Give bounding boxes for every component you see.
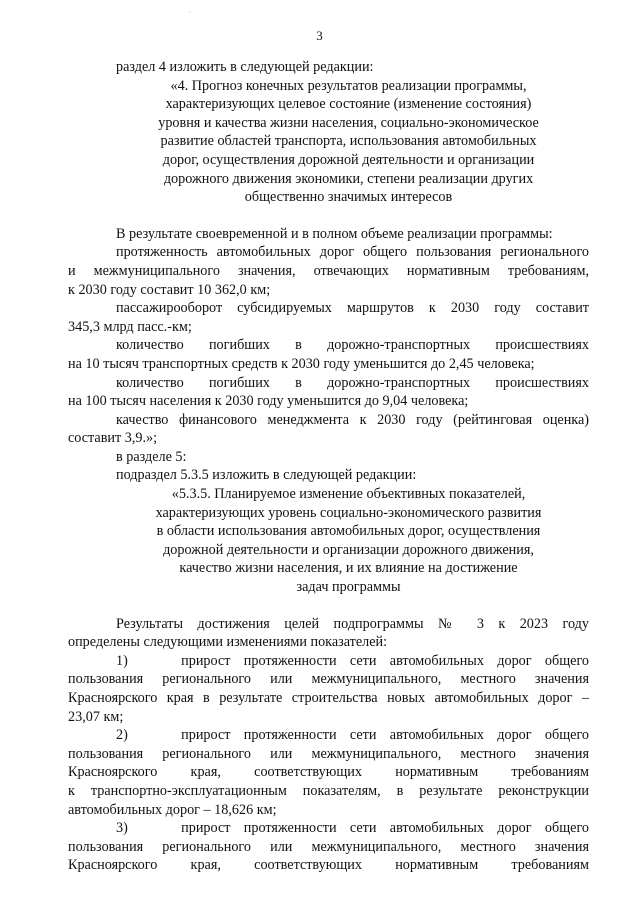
paragraph-deaths-vehicles — [68, 336, 589, 373]
subsection-heading — [68, 485, 589, 597]
text-line: и межмуниципального значения, отвечающих нормативным требованиям, — [68, 262, 589, 279]
text-line: пользования регионального или межмуниципального, местного значения — [68, 671, 589, 688]
text-line — [68, 819, 589, 838]
text-line: на 100 тысяч населения к 2030 году уменьшится до 9,04 человека; — [68, 393, 469, 410]
heading-line: в области использования автомобильных дорог, осуществления — [156, 523, 541, 540]
paragraph-passengers — [68, 299, 589, 336]
item-number: 1) — [116, 652, 128, 669]
text-line: качество финансового менеджмента к 2030 году (рейтинговая оценка) — [116, 411, 589, 428]
text-line: автомобильных дорог – 18,626 км; — [68, 801, 277, 818]
text-line: протяженность автомобильных дорог общего пользования регионального — [116, 244, 589, 261]
result-intro: В результате своевременной и в полном объеме реализации программы: — [116, 225, 553, 242]
heading-line: общественно значимых интересов — [244, 189, 453, 206]
section5-intro: в разделе 5: — [116, 448, 187, 465]
text-line: 23,07 км; — [68, 708, 124, 725]
paragraph-deaths-population — [68, 374, 589, 411]
heading-line: качество жизни населения, и их влияние на достижение — [179, 560, 518, 577]
list-item-2 — [68, 726, 589, 819]
text-line: пассажирооборот субсидируемых маршрутов к 2030 году составит — [116, 300, 589, 317]
paragraph-finance — [68, 411, 589, 448]
heading-line: характеризующих уровень социально-экономического развития — [155, 504, 542, 521]
item-number: 3) — [116, 820, 128, 837]
heading-line: уровня и качества жизни населения, социально-экономическое — [158, 114, 539, 131]
text-line: количество погибших в дорожно-транспортных происшествиях — [116, 374, 589, 391]
section4-intro: раздел 4 изложить в следующей редакции: — [116, 59, 374, 75]
text-line: к транспортно-эксплуатационным показателям, в результате реконструкции — [68, 782, 589, 799]
text-line: Красноярского края, соответствующих нормативным требованиям — [68, 857, 589, 874]
paragraph-roads — [68, 243, 589, 299]
item-text: прирост протяженности сети автомобильных дорог общего — [181, 820, 589, 837]
document-body — [68, 58, 589, 875]
page-number: 3 — [316, 28, 323, 43]
item-text: прирост протяженности сети автомобильных дорог общего — [181, 652, 589, 669]
text-line: Красноярского края, соответствующих нормативным требованиям — [68, 764, 589, 781]
text-line: Результаты достижения целей подпрограммы № 3 к 2023 году — [116, 615, 589, 632]
section4-heading — [68, 77, 589, 207]
page-mark: · — [189, 10, 191, 16]
item-text: прирост протяженности сети автомобильных дорог общего — [181, 727, 589, 744]
text-line: определены следующими изменениями показателей: — [68, 634, 388, 651]
heading-line: дорожной деятельности и организации дорожного движения, — [163, 541, 534, 558]
heading-line: «4. Прогноз конечных результатов реализации программы, — [170, 77, 527, 94]
heading-line: дорожного движения экономики, степени реализации других — [163, 170, 534, 187]
heading-line: характеризующих целевое состояние (изменение состояния) — [165, 96, 532, 113]
heading-line: «5.3.5. Планируемое изменение объективных показателей, — [171, 486, 526, 503]
text-line: пользования регионального или межмуниципального, местного значения — [68, 838, 589, 855]
subsection-intro: подраздел 5.3.5 изложить в следующей редакции: — [116, 467, 417, 484]
heading-line: задач программы — [296, 579, 401, 596]
heading-line: дорог, осуществления дорожной деятельности и организации — [162, 151, 535, 168]
text-line: Красноярского края в результате строительства новых автомобильных дорог – — [68, 690, 589, 706]
item-number: 2) — [116, 727, 128, 744]
list-item-1 — [68, 652, 589, 726]
text-line: составит 3,9.»; — [68, 430, 158, 447]
text-line — [68, 726, 589, 745]
text-line: к 2030 году составит 10 362,0 км; — [68, 281, 271, 298]
text-line — [68, 652, 589, 671]
text-line: на 10 тысяч транспортных средств к 2030 году уменьшится до 2,45 человека; — [68, 355, 535, 372]
heading-line: развитие областей транспорта, использования автомобильных — [160, 133, 537, 150]
text-line: 345,3 млрд пасс.-км; — [68, 318, 192, 335]
list-item-3 — [68, 819, 589, 875]
text-line: пользования регионального или межмуниципального, местного значения — [68, 745, 589, 762]
paragraph-results — [68, 615, 589, 652]
text-line: количество погибших в дорожно-транспортных происшествиях — [116, 337, 589, 354]
